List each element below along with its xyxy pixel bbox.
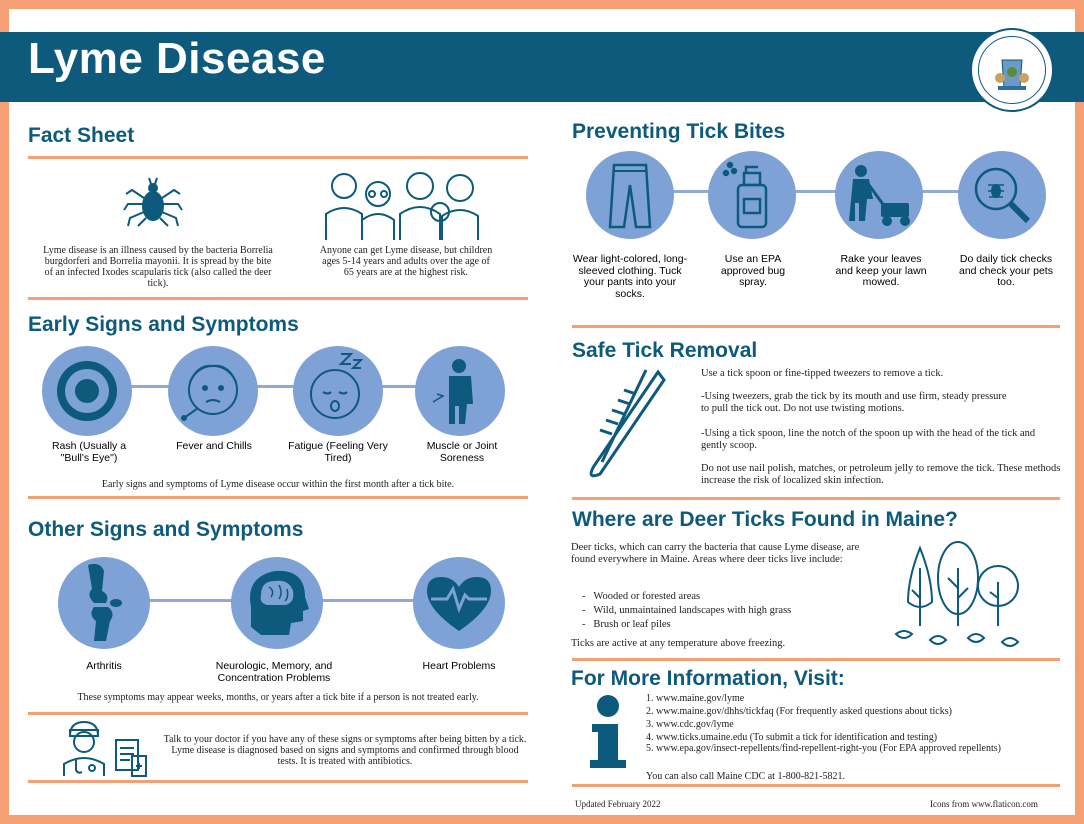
divider xyxy=(28,780,528,783)
links-list xyxy=(646,692,1026,755)
other-label-neurologic: Neurologic, Memory, and Concentration Problems xyxy=(215,660,333,684)
page-title: Lyme Disease xyxy=(28,34,326,83)
arthritis-circle xyxy=(58,557,150,649)
early-label-soreness: Muscle or Joint Soreness xyxy=(426,440,498,464)
soreness-circle xyxy=(415,346,505,436)
early-signs-note: Early signs and symptoms of Lyme disease occur within the first month after a tick bite. xyxy=(101,479,455,490)
where-item: - Brush or leaf piles xyxy=(582,619,671,630)
rash-circle xyxy=(42,346,132,436)
lawn-circle xyxy=(835,151,923,239)
divider xyxy=(572,325,1060,328)
where-item: - Wild, unmaintained landscapes with high grass xyxy=(582,605,792,616)
early-label-fatigue: Fatigue (Feeling Very Tired) xyxy=(288,440,388,464)
early-signs-heading: Early Signs and Symptoms xyxy=(28,313,299,336)
spray-bottle-icon xyxy=(708,151,796,239)
fact-sheet-right-text: Anyone can get Lyme disease, but children ages 5-14 years and adults over the age of 65 years are at the highest risk. xyxy=(319,245,493,278)
connector-line xyxy=(86,385,462,388)
removal-p2: -Using tweezers, grab the tick by its mouth and use firm, steady pressure to pull the tick out. Do not use twisting motions. xyxy=(701,391,1007,414)
updated-date: Updated February 2022 xyxy=(575,799,661,809)
prevent-label-spray: Use an EPA approved bug spray. xyxy=(720,253,786,288)
spray-circle xyxy=(708,151,796,239)
divider xyxy=(28,297,528,300)
where-item: - Wooded or forested areas xyxy=(582,591,701,602)
magnifier-tick-icon xyxy=(958,151,1046,239)
where-list xyxy=(582,590,791,632)
divider xyxy=(28,496,528,499)
other-signs-note: These symptoms may appear weeks, months, or years after a tick bite if a person is not treated early. xyxy=(77,692,479,703)
other-label-heart: Heart Problems xyxy=(422,660,496,672)
where-heading: Where are Deer Ticks Found in Maine? xyxy=(572,508,958,531)
knee-joint-icon xyxy=(58,557,150,649)
other-signs-heading: Other Signs and Symptoms xyxy=(28,518,304,541)
link-item[interactable]: 1. www.maine.gov/lyme xyxy=(646,693,745,704)
removal-p1: Use a tick spoon or fine-tipped tweezers to remove a tick. xyxy=(701,368,944,379)
other-label-arthritis: Arthritis xyxy=(86,660,122,672)
clothing-circle xyxy=(586,151,674,239)
pants-icon xyxy=(586,151,674,239)
sore-person-icon xyxy=(415,346,505,436)
bullseye-icon xyxy=(42,346,132,436)
lawn-mower-icon xyxy=(835,151,923,239)
icon-credits: Icons from www.flaticon.com xyxy=(930,799,1038,809)
link-item[interactable]: 4. www.ticks.umaine.edu (To submit a tick for identification and testing) xyxy=(646,732,938,743)
prevent-label-clothing: Wear light-colored, long-sleeved clothing. Tuck your pants into your socks. xyxy=(572,253,688,300)
preventing-heading: Preventing Tick Bites xyxy=(572,120,786,143)
where-note: Ticks are active at any temperature above freezing. xyxy=(571,638,786,649)
link-item[interactable]: 2. www.maine.gov/dhhs/tickfaq (For frequently asked questions about ticks) xyxy=(646,706,952,717)
brain-head-icon xyxy=(231,557,323,649)
tick-icon xyxy=(120,172,186,232)
early-label-rash: Rash (Usually a "Bull's Eye") xyxy=(51,440,127,464)
doctor-icon xyxy=(58,716,154,780)
heart-pulse-icon xyxy=(413,557,505,649)
prevent-label-lawn: Rake your leaves and keep your lawn mowed. xyxy=(835,253,927,288)
divider xyxy=(28,156,528,159)
phone-note: You can also call Maine CDC at 1-800-821-5821. xyxy=(646,771,845,782)
fact-sheet-left-text: Lyme disease is an illness caused by the bacteria Borrelia burgdorferi and Borrelia mayonii. It is spread by the bite of an infected Ixodes scapularis tick (also called the deer tick). xyxy=(43,245,273,289)
divider xyxy=(572,497,1060,500)
removal-p4: Do not use nail polish, matches, or petroleum jelly to remove the tick. These methods increase the risk of localized skin infection. xyxy=(701,463,1061,486)
fact-sheet-heading: Fact Sheet xyxy=(28,124,135,147)
trees-leaves-icon xyxy=(890,538,1030,656)
more-info-heading: For More Information, Visit: xyxy=(571,667,845,690)
early-label-fever: Fever and Chills xyxy=(176,440,252,452)
info-icon xyxy=(586,694,630,770)
fever-circle xyxy=(168,346,258,436)
where-intro: Deer ticks, which can carry the bacteria that cause Lyme disease, are found everywhere in Maine. Areas where deer ticks live include: xyxy=(571,542,860,565)
family-icon xyxy=(322,164,482,242)
tweezers-icon xyxy=(576,366,676,486)
fatigue-circle xyxy=(293,346,383,436)
sleepy-face-icon xyxy=(293,346,383,436)
neurologic-circle xyxy=(231,557,323,649)
removal-p3: -Using a tick spoon, line the notch of the spoon up with the head of the tick and gently scoop. xyxy=(701,428,1036,451)
link-item[interactable]: 5. www.epa.gov/insect-repellents/find-repellent-right-you (For EPA approved repellents) xyxy=(646,743,1001,754)
maine-dhhs-seal-icon xyxy=(970,28,1054,112)
divider xyxy=(572,784,1060,787)
divider xyxy=(28,712,528,715)
divider xyxy=(572,658,1060,661)
connector-line xyxy=(630,190,1002,193)
tick-check-circle xyxy=(958,151,1046,239)
heart-circle xyxy=(413,557,505,649)
prevent-label-checks: Do daily tick checks and check your pets too. xyxy=(959,253,1053,288)
link-item[interactable]: 3. www.cdc.gov/lyme xyxy=(646,719,734,730)
removal-heading: Safe Tick Removal xyxy=(572,339,758,362)
doctor-note: Talk to your doctor if you have any of these signs or symptoms after being bitten by a tick. Lyme disease is diagnosed based on signs and symptoms and confirmed through blood tests. It is treated with antibiotics. xyxy=(163,734,527,767)
fever-face-icon xyxy=(168,346,258,436)
